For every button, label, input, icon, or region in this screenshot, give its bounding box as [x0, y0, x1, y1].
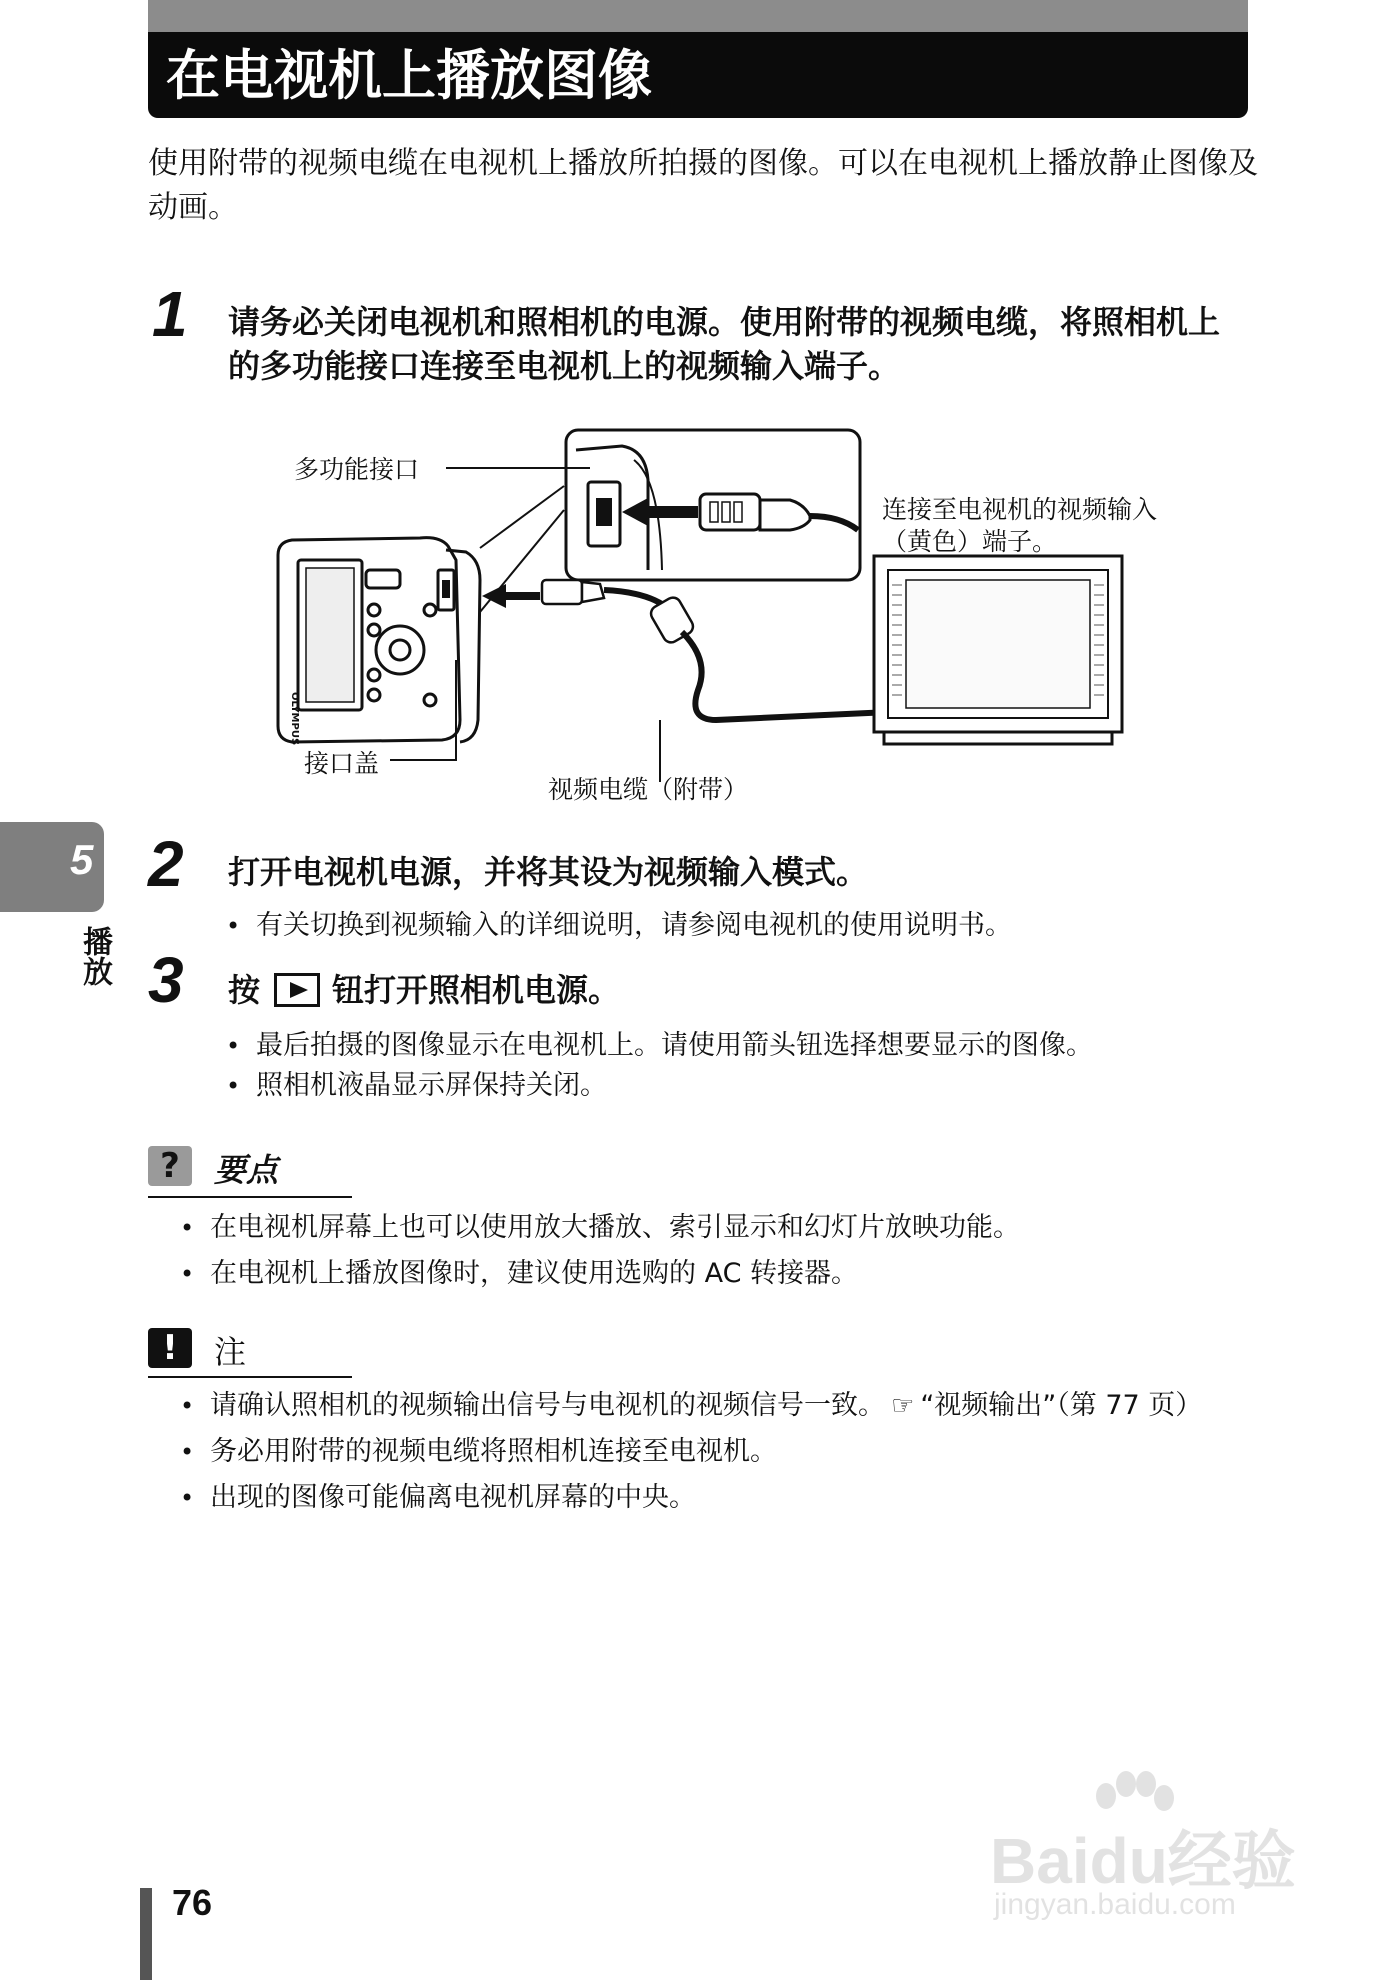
step-1-text: 请务必关闭电视机和照相机的电源。使用附带的视频电缆，将照相机上的多功能接口连接至电视机上的视频输入端子。 [228, 303, 1221, 385]
tv-illustration [874, 556, 1122, 744]
note-item-text: 请确认照相机的视频输出信号与电视机的视频信号一致。 [210, 1390, 885, 1421]
tip-question-icon: ? [148, 1146, 192, 1186]
tip-divider [148, 1196, 352, 1198]
list-item [176, 1386, 1256, 1426]
zoom-inset [566, 430, 860, 580]
list-item: • 在电视机上播放图像时，建议使用选购的 AC 转接器。 [176, 1254, 1236, 1294]
step-3-bullets [222, 1026, 1242, 1106]
chapter-label: 播放 [77, 926, 112, 986]
list-item: • 最后拍摄的图像显示在电视机上。请使用箭头钮选择想要显示的图像。 [222, 1026, 1242, 1066]
step-2-text: 打开电视机电源，并将其设为视频输入模式。 [228, 853, 869, 891]
list-item: • 有关切换到视频输入的详细说明，请参阅电视机的使用说明书。 [222, 906, 1242, 946]
step-2-number: 2 [148, 828, 184, 900]
note-exclamation-icon: ! [148, 1328, 192, 1368]
list-item: • 照相机液晶显示屏保持关闭。 [222, 1066, 1242, 1106]
page-number: 76 [172, 1882, 213, 1923]
title-bar-top-strip [148, 0, 1248, 34]
reference-hand-icon: ☞ [891, 1391, 915, 1421]
note-bullets [176, 1386, 1256, 1518]
camera-brand-label: OLYMPUS [289, 692, 300, 746]
page-number-bar [140, 1888, 152, 1980]
step-3-text [228, 968, 1248, 1012]
step-1-number: 1 [152, 278, 188, 350]
tip-heading: 要点 [214, 1151, 279, 1189]
tip-bullets [176, 1208, 1236, 1294]
page-reference-link[interactable]: “视频输出”（第 77 页） [920, 1390, 1203, 1421]
connection-diagram [270, 420, 1200, 810]
baidu-watermark [990, 1770, 1310, 1930]
step-3-text-before: 按 [228, 971, 261, 1009]
watermark-brand: Baidu经验 [990, 1825, 1296, 1897]
step-2-bullets [222, 906, 1242, 946]
watermark-url: jingyan.baidu.com [994, 1888, 1236, 1921]
list-item: • 在电视机屏幕上也可以使用放大播放、索引显示和幻灯片放映功能。 [176, 1208, 1236, 1248]
label-video-cable: 视频电缆（附带） [548, 775, 749, 804]
camera-illustration [278, 538, 480, 742]
label-multi-connector: 多功能接口 [294, 455, 420, 484]
label-tv-input-line1: 连接至电视机的视频输入 [882, 495, 1158, 524]
list-item: • 务必用附带的视频电缆将照相机连接至电视机。 [176, 1432, 1256, 1472]
note-divider [148, 1376, 352, 1378]
playback-button-icon [274, 973, 320, 1007]
step-3-text-after: 钮打开照相机电源。 [332, 971, 621, 1009]
label-connector-cover: 接口盖 [304, 749, 380, 778]
note-heading: 注 [214, 1333, 247, 1371]
page-title: 在电视机上播放图像 [166, 44, 652, 107]
intro-paragraph: 使用附带的视频电缆在电视机上播放所拍摄的图像。可以在电视机上播放静止图像及动画。 [148, 146, 1258, 225]
chapter-number: 5 [70, 836, 94, 883]
list-item: • 出现的图像可能偏离电视机屏幕的中央。 [176, 1478, 1256, 1518]
step-3-number: 3 [148, 944, 184, 1016]
label-tv-input-line2: （黄色）端子。 [882, 527, 1058, 556]
